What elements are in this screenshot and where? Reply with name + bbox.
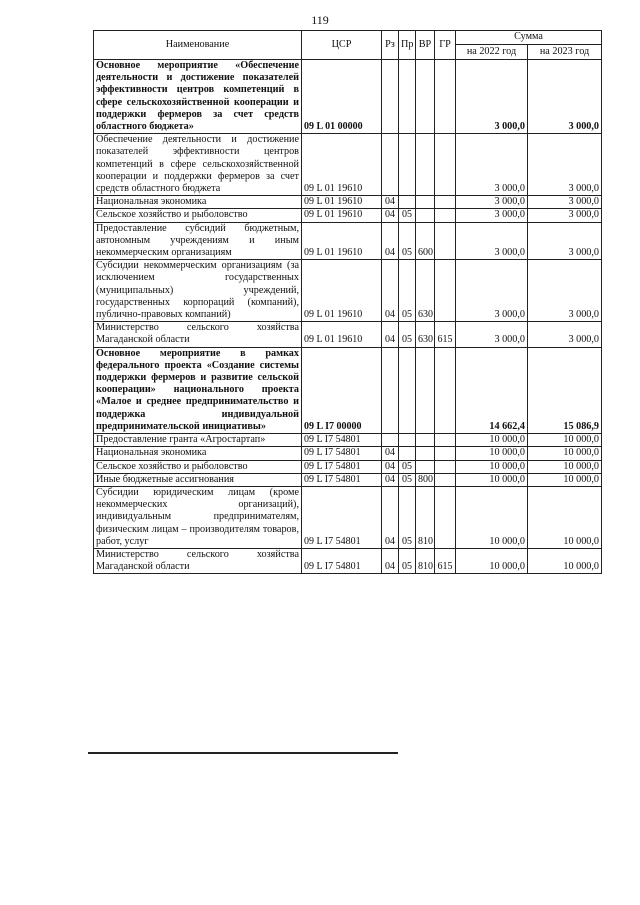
row-rz: 04 xyxy=(382,473,399,486)
table-row xyxy=(94,260,602,322)
row-rz xyxy=(382,434,399,447)
row-gr xyxy=(435,134,456,196)
row-sum-2022: 10 000,0 xyxy=(456,434,528,447)
table-body xyxy=(94,60,602,574)
row-gr xyxy=(435,60,456,134)
table-row xyxy=(94,209,602,222)
row-name: Основное мероприятие в рамках федерального проекта «Создание системы поддержки фермеров и развитие сельской кооперации» национального проекта «Малое и среднее предпринимательство и поддержка индивидуальной предпринимательской инициативы» xyxy=(94,347,302,433)
row-pr xyxy=(399,447,416,460)
row-pr xyxy=(399,347,416,433)
row-pr xyxy=(399,60,416,134)
row-rz: 04 xyxy=(382,460,399,473)
row-rz xyxy=(382,134,399,196)
row-vr: 630 xyxy=(416,322,435,347)
row-rz: 04 xyxy=(382,196,399,209)
table-row xyxy=(94,473,602,486)
row-name: Сельское хозяйство и рыболовство xyxy=(94,209,302,222)
row-vr xyxy=(416,434,435,447)
row-pr: 05 xyxy=(399,548,416,573)
row-rz: 04 xyxy=(382,222,399,260)
row-rz: 04 xyxy=(382,447,399,460)
row-gr xyxy=(435,347,456,433)
row-csr: 09 L 01 19610 xyxy=(302,222,382,260)
row-sum-2023: 10 000,0 xyxy=(528,486,602,548)
row-name: Иные бюджетные ассигнования xyxy=(94,473,302,486)
row-gr: 615 xyxy=(435,322,456,347)
header-year-2022: на 2022 год xyxy=(456,45,528,60)
table-row xyxy=(94,222,602,260)
row-sum-2022: 3 000,0 xyxy=(456,60,528,134)
row-name: Субсидии некоммерческим организациям (за исключением государственных (муниципальных) учреждений, государственных корпораций (компаний), публично-правовых компаний) xyxy=(94,260,302,322)
row-vr xyxy=(416,209,435,222)
row-vr xyxy=(416,460,435,473)
row-pr: 05 xyxy=(399,473,416,486)
row-csr: 09 L 01 19610 xyxy=(302,209,382,222)
header-pr: Пр xyxy=(399,31,416,60)
row-sum-2023: 10 000,0 xyxy=(528,434,602,447)
row-name: Обеспечение деятельности и достижение показателей эффективности центров компетенций в сфере сельскохозяйственной кооперации и поддержки фермеров за счет средств областного бюджета xyxy=(94,134,302,196)
row-sum-2022: 10 000,0 xyxy=(456,473,528,486)
row-csr: 09 L I7 54801 xyxy=(302,486,382,548)
page-number: 119 xyxy=(311,13,329,27)
row-vr xyxy=(416,347,435,433)
table-row xyxy=(94,322,602,347)
row-name: Министерство сельского хозяйства Магаданской области xyxy=(94,322,302,347)
row-pr: 05 xyxy=(399,209,416,222)
row-pr xyxy=(399,434,416,447)
row-csr: 09 L 01 19610 xyxy=(302,322,382,347)
row-csr: 09 L I7 54801 xyxy=(302,447,382,460)
row-gr xyxy=(435,434,456,447)
row-vr: 630 xyxy=(416,260,435,322)
table-row xyxy=(94,434,602,447)
table-row xyxy=(94,347,602,433)
header-gr: ГР xyxy=(435,31,456,60)
row-csr: 09 L I7 54801 xyxy=(302,473,382,486)
footer-rule xyxy=(88,752,398,754)
row-name: Национальная экономика xyxy=(94,447,302,460)
row-rz xyxy=(382,60,399,134)
row-gr xyxy=(435,460,456,473)
row-sum-2022: 14 662,4 xyxy=(456,347,528,433)
row-vr xyxy=(416,196,435,209)
table-header xyxy=(94,31,602,60)
budget-table xyxy=(93,30,602,574)
row-csr: 09 L 01 19610 xyxy=(302,196,382,209)
row-gr xyxy=(435,196,456,209)
table-row xyxy=(94,460,602,473)
row-vr: 600 xyxy=(416,222,435,260)
row-gr xyxy=(435,209,456,222)
table-row xyxy=(94,447,602,460)
table-row xyxy=(94,196,602,209)
header-name: Наименование xyxy=(94,31,302,60)
row-pr: 05 xyxy=(399,486,416,548)
row-csr: 09 L I7 54801 xyxy=(302,434,382,447)
header-rz: Рз xyxy=(382,31,399,60)
row-name: Субсидии юридическим лицам (кроме некоммерческих организаций), индивидуальным предпринимателям, физическим лицам – производителям товаров, работ, услуг xyxy=(94,486,302,548)
row-gr: 615 xyxy=(435,548,456,573)
row-sum-2023: 3 000,0 xyxy=(528,60,602,134)
row-pr xyxy=(399,196,416,209)
row-gr xyxy=(435,222,456,260)
row-csr: 09 L I7 54801 xyxy=(302,460,382,473)
row-csr: 09 L 01 19610 xyxy=(302,134,382,196)
row-sum-2023: 3 000,0 xyxy=(528,209,602,222)
row-sum-2022: 3 000,0 xyxy=(456,222,528,260)
row-vr: 800 xyxy=(416,473,435,486)
row-vr xyxy=(416,60,435,134)
row-sum-2022: 10 000,0 xyxy=(456,486,528,548)
row-gr xyxy=(435,486,456,548)
header-vr: ВР xyxy=(416,31,435,60)
row-sum-2023: 3 000,0 xyxy=(528,260,602,322)
row-name: Предоставление субсидий бюджетным, автономным учреждениям и иным некоммерческим организациям xyxy=(94,222,302,260)
row-sum-2022: 10 000,0 xyxy=(456,447,528,460)
table-row xyxy=(94,548,602,573)
row-sum-2022: 3 000,0 xyxy=(456,322,528,347)
row-rz: 04 xyxy=(382,260,399,322)
row-vr: 810 xyxy=(416,486,435,548)
row-sum-2023: 10 000,0 xyxy=(528,473,602,486)
row-sum-2022: 10 000,0 xyxy=(456,460,528,473)
row-sum-2023: 3 000,0 xyxy=(528,134,602,196)
row-vr: 810 xyxy=(416,548,435,573)
row-pr: 05 xyxy=(399,460,416,473)
row-gr xyxy=(435,260,456,322)
row-sum-2022: 3 000,0 xyxy=(456,134,528,196)
row-gr xyxy=(435,447,456,460)
row-sum-2023: 10 000,0 xyxy=(528,460,602,473)
row-pr: 05 xyxy=(399,222,416,260)
row-csr: 09 L I7 54801 xyxy=(302,548,382,573)
row-pr: 05 xyxy=(399,260,416,322)
header-year-2023: на 2023 год xyxy=(528,45,602,60)
row-rz: 04 xyxy=(382,548,399,573)
header-csr: ЦСР xyxy=(302,31,382,60)
row-rz: 04 xyxy=(382,486,399,548)
row-name: Национальная экономика xyxy=(94,196,302,209)
row-gr xyxy=(435,473,456,486)
row-csr: 09 L 01 00000 xyxy=(302,60,382,134)
row-sum-2023: 10 000,0 xyxy=(528,447,602,460)
row-vr xyxy=(416,447,435,460)
row-sum-2023: 3 000,0 xyxy=(528,322,602,347)
row-pr xyxy=(399,134,416,196)
row-name: Сельское хозяйство и рыболовство xyxy=(94,460,302,473)
row-name: Министерство сельского хозяйства Магаданской области xyxy=(94,548,302,573)
row-sum-2022: 3 000,0 xyxy=(456,209,528,222)
row-sum-2022: 3 000,0 xyxy=(456,260,528,322)
row-sum-2022: 10 000,0 xyxy=(456,548,528,573)
row-pr: 05 xyxy=(399,322,416,347)
row-sum-2023: 10 000,0 xyxy=(528,548,602,573)
row-vr xyxy=(416,134,435,196)
row-rz xyxy=(382,347,399,433)
row-name: Основное мероприятие «Обеспечение деятельности и достижение показателей эффективности центров компетенций в сфере сельскохозяйственной кооперации и поддержки фермеров за счет средств областного бюджета» xyxy=(94,60,302,134)
row-name: Предоставление гранта «Агростартап» xyxy=(94,434,302,447)
table-row xyxy=(94,486,602,548)
row-rz: 04 xyxy=(382,322,399,347)
table-row xyxy=(94,60,602,134)
header-sum: Сумма xyxy=(456,31,602,45)
row-sum-2023: 3 000,0 xyxy=(528,222,602,260)
table-row xyxy=(94,134,602,196)
row-sum-2022: 3 000,0 xyxy=(456,196,528,209)
row-csr: 09 L 01 19610 xyxy=(302,260,382,322)
row-sum-2023: 3 000,0 xyxy=(528,196,602,209)
row-csr: 09 L I7 00000 xyxy=(302,347,382,433)
row-sum-2023: 15 086,9 xyxy=(528,347,602,433)
row-rz: 04 xyxy=(382,209,399,222)
